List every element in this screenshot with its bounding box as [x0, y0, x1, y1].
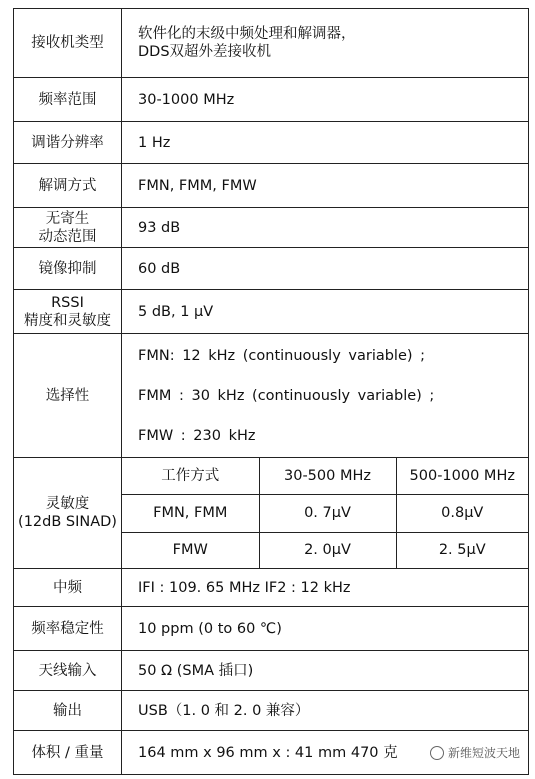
selectivity-line: FMN: 12 kHz (continuously variable) ;: [138, 347, 426, 364]
table-row: [14, 691, 529, 731]
table-row: [14, 9, 529, 78]
column-header: 工作方式: [122, 458, 259, 494]
table-row: [14, 164, 529, 208]
row-label: 镜像抑制: [14, 248, 122, 290]
table-cell: 2. 5μV: [396, 532, 528, 568]
label-line: 动态范围: [38, 228, 97, 245]
row-label: [14, 208, 122, 248]
selectivity-line: FMW : 230 kHz: [138, 427, 256, 444]
value-line: DDS双超外差接收机: [138, 44, 272, 60]
table-row: [14, 607, 529, 651]
row-value: 164 mm x 96 mm x : 41 mm 470 克: [122, 731, 529, 775]
table-row: [14, 569, 529, 607]
row-label: 接收机类型: [14, 9, 122, 78]
row-label: 输出: [14, 691, 122, 731]
sensitivity-subtable-cell: [122, 458, 529, 569]
row-label: 频率稳定性: [14, 607, 122, 651]
column-header: 30-500 MHz: [259, 458, 396, 494]
row-value: 50 Ω (SMA 插口): [122, 651, 529, 691]
watermark-text: 新维短波天地: [448, 746, 521, 760]
table-row: [122, 494, 528, 532]
row-label: 中频: [14, 569, 122, 607]
row-value: 93 dB: [122, 208, 529, 248]
row-label: [14, 458, 122, 569]
label-line: 精度和灵敏度: [24, 312, 111, 329]
label-line: RSSI: [51, 294, 84, 311]
table-row: [14, 458, 529, 569]
table-cell: FMW: [122, 532, 259, 568]
table-cell: 2. 0μV: [259, 532, 396, 568]
row-value: [122, 9, 529, 78]
label-line: 无寄生: [45, 210, 90, 227]
row-label: 体积 / 重量: [14, 731, 122, 775]
label-line: 灵敏度: [45, 496, 90, 512]
table-cell: 0. 7μV: [259, 494, 396, 532]
row-value: 10 ppm (0 to 60 ℃): [122, 607, 529, 651]
table-row: [14, 208, 529, 248]
column-header: 500-1000 MHz: [396, 458, 528, 494]
value-line: 软件化的末级中频处理和解调器，: [138, 26, 356, 42]
table-row: [14, 248, 529, 290]
spec-table: [13, 8, 529, 775]
table-header-row: [122, 458, 528, 494]
selectivity-line: FMM : 30 kHz (continuously variable) ;: [138, 387, 435, 404]
table-row: [14, 78, 529, 122]
row-label: 频率范围: [14, 78, 122, 122]
table-row: [14, 122, 529, 164]
row-label: 解调方式: [14, 164, 122, 208]
row-value: 30-1000 MHz: [122, 78, 529, 122]
row-value: [122, 334, 529, 458]
label-line: (12dB SINAD): [18, 514, 117, 530]
row-value: IFI : 109. 65 MHz IF2 : 12 kHz: [122, 569, 529, 607]
row-value: 5 dB, 1 μV: [122, 290, 529, 334]
row-value: 60 dB: [122, 248, 529, 290]
sensitivity-subtable: [122, 458, 528, 568]
wechat-logo-icon: [430, 746, 444, 760]
row-value: 1 Hz: [122, 122, 529, 164]
row-label: 天线输入: [14, 651, 122, 691]
row-label: [14, 290, 122, 334]
table-row: [14, 334, 529, 458]
table-row: [122, 532, 528, 568]
row-label: 调谐分辨率: [14, 122, 122, 164]
row-value: FMN, FMM, FMW: [122, 164, 529, 208]
row-label: 选择性: [14, 334, 122, 458]
table-cell: 0.8μV: [396, 494, 528, 532]
row-value: USB（1. 0 和 2. 0 兼容）: [122, 691, 529, 731]
table-row: [14, 651, 529, 691]
watermark: [430, 744, 520, 761]
table-row: [14, 290, 529, 334]
table-cell: FMN, FMM: [122, 494, 259, 532]
